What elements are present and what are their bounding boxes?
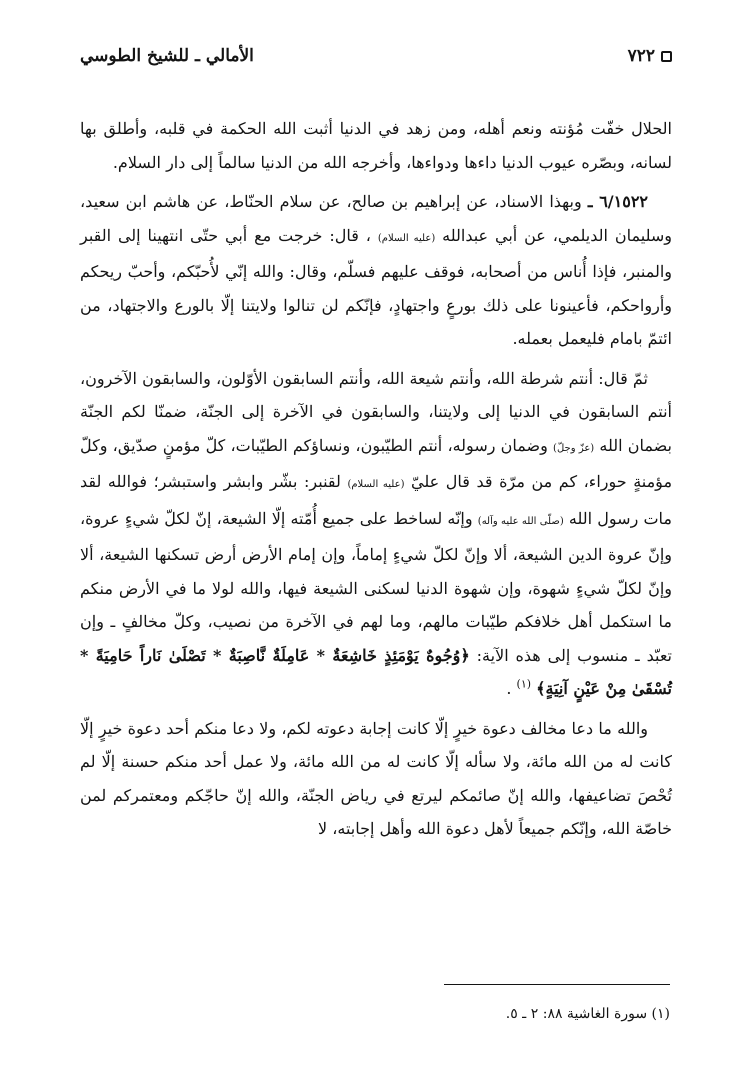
quran-verse: ﴿وُجُوهٌ يَوْمَئِذٍ خَاشِعَةٌ * عَامِلَةٌ نَّاصِبَةٌ * تَصْلَىٰ نَاراً حَامِيَةً * تُسْقَىٰ مِنْ عَيْنٍ آنِيَةٍ﴾: [80, 645, 672, 698]
main-text: [80, 112, 672, 846]
footnote-reference[interactable]: (١): [516, 677, 532, 691]
paragraph-3-text-b: وضمان رسوله، أنتم الطيّبون، ونساؤكم الطيّبات، كلّ مؤمنٍ صدّيق، وكلّ مؤمنةٍ حوراء، كم من مرّة قد قال عليّ: [80, 435, 673, 491]
page-header: [80, 46, 672, 76]
honorific-note: (عزّ وجلّ): [553, 442, 595, 454]
page-number: [628, 46, 672, 66]
hadith-number: ٦/١٥٢٢ ـ: [587, 192, 649, 211]
paragraph-3: [80, 362, 672, 706]
paragraph-3-text-e: .: [506, 679, 512, 698]
honorific-note: (عليه السلام): [377, 232, 436, 244]
honorific-note: (عليه السلام): [347, 479, 405, 490]
paragraph-1: الحلال خفّت مُؤنته ونعم أهله، ومن زهد في الدنيا أثبت الله الحكمة في قلبه، وأطلق بها لسانه، وبصّره عيوب الدنيا داءها ودواءها، وأخرجه الله من الدنيا سالماً إلى دار السلام.: [80, 119, 673, 172]
paragraph-3-text-d: وإنّه لساخط على جميع أُمّته إلّا الشيعة، إنّ لكلّ شيءٍ عروة، وإنّ عروة الدين الشيعة، ألا وإنّ لكلّ شيءٍ إماماً، وإن إمام الأرض أرض تسكنها الشيعة، ألا وإنّ لكلّ شيءٍ شهوة، وإن شهوة الدنيا لسكنى الشيعة فيها، والله لولا ما في الأرض منكم ما استكمل أهل خلافكم طيّبات مالهم، وما لهم في الآخرة من نصيب، وكلّ مخالفٍ ـ وإن تعبّد ـ منسوب إلى هذه الآية:: [80, 508, 673, 665]
paragraph-2-text-b: ، قال: خرجت مع أبي حتّى انتهينا إلى القبر والمنبر، فإذا أُناس من أصحابه، فوقف عليهم فسلّم، وقال: والله إنّي لأُحبّكم، وأحبّ ريحكم وأرواحكم، فأعينونا على ذلك بورعٍ واجتهادٍ، فإنّكم لن تنالوا ولايتنا إلّا بالورع والاجتهاد، من ائتمّ بامام فليعمل بعمله.: [80, 225, 673, 348]
book-title: الأمالي ـ للشيخ الطوسي: [80, 46, 254, 66]
paragraph-2-text-a: وبهذا الاسناد، عن إبراهيم بن صالح، عن سلام الحنّاط، عن هاشم ابن سعيد، وسليمان الديلمي، عن أبي عبدالله: [80, 192, 672, 245]
honorific-note: (صلّى الله عليه وآله): [477, 515, 564, 527]
paragraph-3-text-a: ثمّ قال: أنتم شرطة الله، وأنتم شيعة الله، وأنتم السابقون الأوّلون، والسابقون الآخرون، أنتم السابقون في الدنيا إلى ولايتنا، والسابقون في الآخرة إلى الجنّة، ضمنّا لكم الجنّة بضمان الله: [80, 368, 673, 455]
square-bullet-icon: [661, 51, 672, 62]
paragraph-2: [80, 185, 672, 356]
paragraph-4: والله ما دعا مخالف دعوة خيرٍ إلّا كانت إجابة دعوته لكم، ولا دعا منكم أحد دعوة خيرٍ إلّا كانت له من الله مائة، ولا سأله إلّا كانت له من الله مائة، ولا عمل أحد منكم حسنة إلّا لم تُحْصَ تضاعيفها، والله إنّ صائمكم ليرتع في رياض الجنّة، والله إنّ حاجّكم ومعتمركم لمن خاصّة الله، وإنّكم جميعاً لأهل دعوة الله وأهل إجابته، لا: [80, 718, 672, 838]
footnote: (١) سورة الغاشية ٨٨: ٢ ـ ٥.: [505, 1006, 670, 1022]
page-number-text: ٧٢٢: [627, 46, 655, 66]
footnote-divider: [444, 984, 670, 985]
paragraph-3-text-c: لقنبر: بشّر وابشر واستبشر؛ فوالله لقد مات رسول الله: [80, 472, 673, 528]
